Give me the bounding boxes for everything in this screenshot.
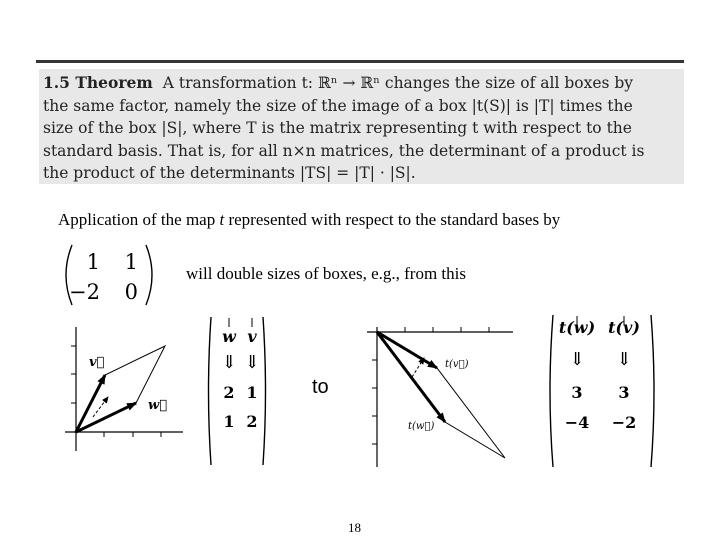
right-bracket <box>651 315 654 467</box>
left-bracket <box>550 315 553 467</box>
page-number: 18 <box>348 520 361 535</box>
matrix-cell: 1 <box>124 250 138 274</box>
application-text: Application of the map t represented with respect to the standard bases by <box>58 210 561 229</box>
vector-tw <box>377 332 445 422</box>
original-box-figure <box>55 325 190 455</box>
matrix-cell: −2 <box>69 280 100 304</box>
label-w: w⃗ <box>148 398 167 413</box>
matrix-display <box>60 243 160 307</box>
theorem-line-2: the same factor, namely the size of the image of a box |t(S)| is |T| times the <box>43 96 633 115</box>
to-label: to <box>312 376 329 398</box>
vector-entry: 3 <box>571 383 583 402</box>
theorem-line-3: size of the box |S|, where T is the matrix representing t with respect to the <box>43 119 632 137</box>
matrix-cell: 0 <box>124 280 138 304</box>
top-rule <box>36 60 684 63</box>
vector-entry: 3 <box>618 383 630 402</box>
theorem-box <box>39 69 684 184</box>
left-bracket <box>209 317 212 465</box>
theorem-heading: 1.5 Theorem <box>43 73 153 92</box>
vector-entry: 1 <box>246 383 258 402</box>
map-variable: t <box>219 210 225 229</box>
vector-entry: 2 <box>246 412 258 431</box>
head-v: v <box>247 327 257 346</box>
label-tw: t(w⃗) <box>408 421 435 432</box>
double-size-text: will double sizes of boxes, e.g., from this <box>186 264 466 283</box>
vector-entry: 2 <box>223 383 235 402</box>
image-box-figure <box>365 325 515 470</box>
head-tw: t(w) <box>558 318 596 337</box>
head-tv: t(v) <box>608 318 640 337</box>
image-box-outline <box>377 332 505 458</box>
label-tv: t(v⃗) <box>445 359 469 370</box>
vector-tv <box>377 332 437 368</box>
vector-entry: −4 <box>564 413 590 432</box>
theorem-line-4: standard basis. That is, for all n×n matrices, the determinant of a product is <box>43 141 645 160</box>
matrix-right-paren <box>146 245 152 305</box>
down-arrow: ⇓ <box>221 352 237 373</box>
down-arrow: ⇓ <box>569 349 585 370</box>
head-w: w <box>222 327 236 346</box>
dashed-diagonal <box>93 397 108 417</box>
theorem-line-5: the product of the determinants |TS| = |T| · |S|. <box>43 164 416 182</box>
label-v: v⃗ <box>89 355 105 370</box>
vector-entry: 1 <box>223 412 235 431</box>
theorem-line-1: 1.5 Theorem A transformation t: ℝⁿ → ℝⁿ changes the size of all boxes by <box>43 73 634 92</box>
down-arrow: ⇓ <box>616 349 632 370</box>
down-arrow: ⇓ <box>244 352 260 373</box>
matrix-cell: 1 <box>86 250 100 274</box>
original-vectors-column <box>203 315 271 468</box>
right-bracket <box>263 317 266 465</box>
image-vectors-column <box>543 313 661 471</box>
vector-entry: −2 <box>611 413 637 432</box>
